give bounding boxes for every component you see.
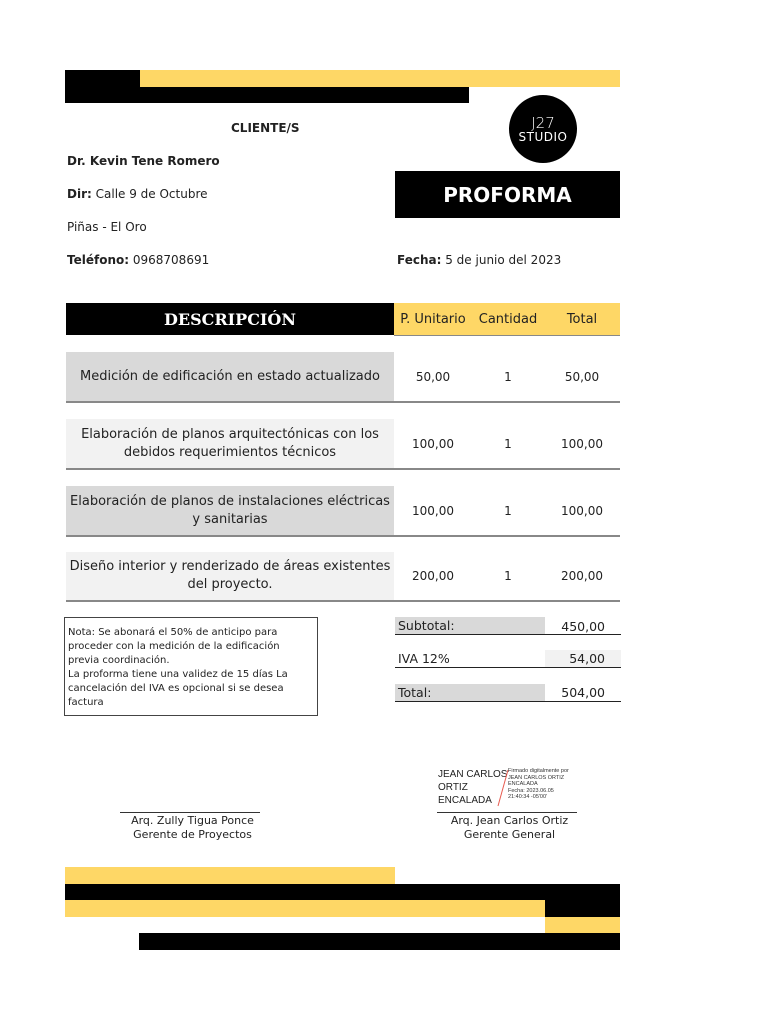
top-yellow-bar bbox=[139, 70, 620, 87]
logo-line1: J27 bbox=[531, 113, 555, 132]
note-line: La proforma tiene una validez de 15 días La bbox=[68, 669, 288, 680]
row-total: 100,00 bbox=[561, 436, 603, 451]
address-value: Calle 9 de Octubre bbox=[95, 187, 208, 201]
iva-value: 54,00 bbox=[569, 651, 605, 666]
row-quantity: 1 bbox=[504, 569, 512, 583]
bottom-yellow-bar-2 bbox=[65, 900, 545, 917]
client-section-title: CLIENTE/S bbox=[231, 121, 300, 135]
left-signatory bbox=[110, 814, 275, 842]
document-title: PROFORMA bbox=[395, 171, 620, 218]
header-total: Total bbox=[566, 311, 598, 327]
bottom-black-bar-1 bbox=[65, 884, 620, 901]
total-label: Total: bbox=[395, 684, 545, 701]
iva-label: IVA 12% bbox=[398, 651, 450, 666]
subtotal-value: 450,00 bbox=[561, 619, 605, 634]
bottom-yellow-bar-1 bbox=[65, 867, 395, 884]
bottom-black-bar-3 bbox=[139, 933, 620, 950]
stamp-line: ENCALADA bbox=[438, 795, 492, 806]
row-total: 100,00 bbox=[561, 503, 603, 518]
right-signatory bbox=[427, 814, 592, 842]
header-description: DESCRIPCIÓN bbox=[66, 303, 394, 335]
note-line: previa coordinación. bbox=[68, 655, 170, 666]
right-signatory-role: Gerente General bbox=[463, 828, 556, 841]
right-signature-line bbox=[437, 812, 577, 813]
subtotal-rule bbox=[395, 634, 621, 635]
note-line: cancelación del IVA es opcional si se desea bbox=[68, 683, 284, 694]
phone-value: 0968708691 bbox=[132, 253, 210, 267]
table-row bbox=[66, 552, 620, 602]
row-unit-price: 100,00 bbox=[412, 436, 454, 451]
bottom-black-bar-2 bbox=[545, 900, 620, 917]
top-black-bar bbox=[65, 87, 469, 103]
logo-line2: STUDIO bbox=[518, 129, 568, 144]
stamp-detail: JEAN CARLOS ORTIZ bbox=[508, 774, 565, 781]
table-row bbox=[66, 419, 620, 470]
note-line: factura bbox=[68, 697, 104, 708]
row-quantity: 1 bbox=[504, 436, 512, 451]
client-phone bbox=[67, 253, 209, 267]
left-signatory-name: Arq. Zully Tigua Ponce bbox=[131, 814, 254, 827]
left-signature-line bbox=[120, 812, 260, 813]
bottom-yellow-bar-3 bbox=[545, 917, 620, 933]
row-description: Diseño interior y renderizado de áreas existentes del proyecto. bbox=[66, 552, 394, 600]
row-total: 200,00 bbox=[561, 569, 603, 583]
subtotal-label: Subtotal: bbox=[395, 617, 545, 634]
stamp-detail: Fecha: 2023.06.05 bbox=[508, 787, 554, 794]
header-right bbox=[394, 303, 620, 336]
note-line: proceder con la medición de la edificación bbox=[68, 641, 280, 652]
row-unit-price: 100,00 bbox=[412, 503, 454, 518]
stamp-detail: Firmado digitalmente por bbox=[508, 768, 569, 774]
phone-label: Teléfono: bbox=[67, 253, 130, 267]
document-date bbox=[397, 253, 561, 267]
studio-logo bbox=[509, 95, 577, 163]
stamp-line: ORTIZ bbox=[438, 782, 468, 793]
table-row bbox=[66, 352, 620, 403]
iva-rule bbox=[395, 667, 621, 668]
stamp-details bbox=[508, 768, 569, 801]
total-rule bbox=[395, 701, 621, 702]
right-signatory-name: Arq. Jean Carlos Ortiz bbox=[450, 814, 569, 827]
header-quantity: Cantidad bbox=[478, 311, 538, 327]
row-quantity: 1 bbox=[504, 503, 512, 518]
note-line: Nota: Se abonará el 50% de anticipo para bbox=[68, 627, 278, 638]
header-unit-price: P. Unitario bbox=[400, 311, 466, 327]
client-address bbox=[67, 187, 208, 201]
client-name: Dr. Kevin Tene Romero bbox=[67, 154, 220, 168]
date-label: Fecha: bbox=[397, 253, 442, 267]
client-city: Piñas - El Oro bbox=[67, 220, 147, 234]
row-unit-price: 200,00 bbox=[412, 569, 454, 583]
row-total: 50,00 bbox=[564, 369, 600, 384]
row-unit-price: 50,00 bbox=[415, 369, 451, 384]
stamp-detail: 21:40:34 -05'00' bbox=[508, 794, 548, 800]
left-signatory-role: Gerente de Proyectos bbox=[133, 828, 252, 841]
table-row bbox=[66, 486, 620, 537]
note-box bbox=[64, 617, 318, 716]
stamp-detail: ENCALADA bbox=[508, 781, 538, 787]
total-value: 504,00 bbox=[561, 685, 605, 700]
row-description: Elaboración de planos de instalaciones eléctricas y sanitarias bbox=[66, 486, 394, 535]
row-description: Elaboración de planos arquitectónicas con los debidos requerimientos técnicos bbox=[66, 419, 394, 468]
address-label: Dir: bbox=[67, 187, 92, 201]
row-quantity: 1 bbox=[504, 369, 512, 384]
stamp-line: JEAN CARLOS bbox=[438, 769, 508, 780]
date-value: 5 de junio del 2023 bbox=[445, 253, 562, 267]
row-description: Medición de edificación en estado actualizado bbox=[66, 352, 394, 401]
